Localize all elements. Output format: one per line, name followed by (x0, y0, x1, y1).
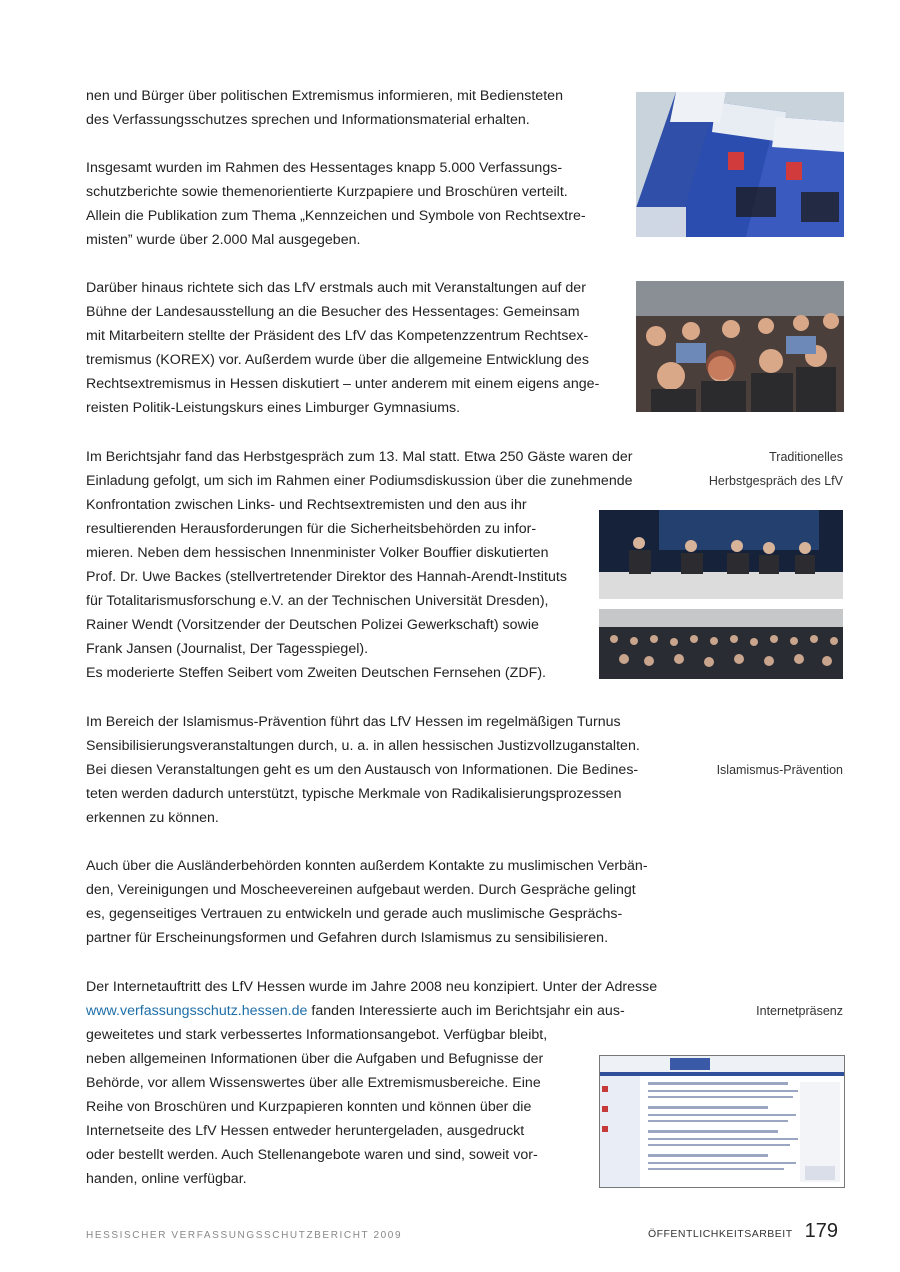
text-line: Behörde, vor allem Wissenswertes über alle Extremismusbereiche. Eine (86, 1075, 541, 1091)
text-line: erkennen zu können. (86, 810, 219, 826)
paragraph-internet-narrow (86, 1047, 586, 1191)
text-line: Darüber hinaus richtete sich das LfV erstmals auch mit Veranstaltungen auf der (86, 280, 586, 296)
text-line: Der Internetauftritt des LfV Hessen wurde im Jahre 2008 neu konzipiert. Unter der Adresse (86, 979, 658, 995)
website-illustration (600, 1056, 844, 1187)
footer-publication-title: HESSISCHER VERFASSUNGSSCHUTZBERICHT 2009 (86, 1230, 403, 1241)
text-line: Es moderierte Steffen Seibert vom Zweiten Deutschen Fernsehen (ZDF). (86, 665, 547, 681)
text-line: Frank Jansen (Journalist, Der Tagesspiegel). (86, 641, 369, 657)
text-line: Rechtsextremismus in Hessen diskutiert – unter anderem mit einem eigens ange- (86, 376, 600, 392)
text-line: schutzberichte sowie themenorientierte Kurzpapiere und Broschüren verteilt. (86, 184, 568, 200)
text-line: oder bestellt werden. Auch Stellenangebote waren und sind, soweit vor- (86, 1147, 538, 1163)
margin-note-line: Herbstgespräch des LfV (708, 474, 843, 488)
text-line (86, 999, 672, 1023)
text-line: Internetseite des LfV Hessen entweder heruntergeladen, ausgedruckt (86, 1123, 525, 1139)
paragraph-islamismus (86, 710, 672, 830)
paragraph-auslaenderbehoerden (86, 854, 672, 950)
paragraph-herbstgespraech-narrow (86, 493, 586, 685)
podium-illustration (599, 510, 843, 599)
text-line: mit Mitarbeitern stellte der Präsident des LfV das Kompetenzzentrum Rechtsex- (86, 328, 589, 344)
text-line: Im Berichtsjahr fand das Herbstgespräch zum 13. Mal statt. Etwa 250 Gäste waren der (86, 449, 633, 465)
margin-note-herbstgespraech (683, 445, 843, 493)
text-line: Bühne der Landesausstellung an die Besucher des Hessentages: Gemeinsam (86, 304, 580, 320)
paragraph-intro (86, 84, 622, 132)
text-line: geweitetes und stark verbessertes Informationsangebot. Verfügbar bleibt, (86, 1027, 548, 1043)
text-line: Im Bereich der Islamismus-Prävention führt das LfV Hessen im regelmäßigen Turnus (86, 714, 621, 730)
text-line: neben allgemeinen Informationen über die Aufgaben und Befugnisse der (86, 1051, 544, 1067)
text-line: Sensibilisierungsveranstaltungen durch, u. a. in allen hessischen Justizvollzuganstalten. (86, 738, 640, 754)
text-line: es, gegenseitiges Vertrauen zu entwickeln und gerade auch muslimische Gesprächs- (86, 906, 623, 922)
text-line: Konfrontation zwischen Links- und Rechtsextremisten und den aus ihr (86, 497, 527, 513)
photo-podium-discussion (599, 510, 843, 599)
text-line: teten werden dadurch unterstützt, typische Merkmale von Radikalisierungsprozessen (86, 786, 622, 802)
text-line: tremismus (KOREX) vor. Außerdem wurde über die allgemeine Entwicklung des (86, 352, 589, 368)
photo-website-screenshot (599, 1055, 845, 1188)
text-line: Bei diesen Veranstaltungen geht es um den Austausch von Informationen. Die Bedines- (86, 762, 639, 778)
text-line: partner für Erscheinungsformen und Gefahren durch Islamismus zu sensibilisieren. (86, 930, 609, 946)
paragraph-landesausstellung (86, 276, 622, 420)
text-line: nen und Bürger über politischen Extremismus informieren, mit Bediensteten (86, 88, 563, 104)
text-line: Insgesamt wurden im Rahmen des Hessentages knapp 5.000 Verfassungs- (86, 160, 563, 176)
photo-auditorium (599, 609, 843, 679)
margin-note-line: Traditionelles (769, 450, 843, 464)
text-line: misten” wurde über 2.000 Mal ausgegeben. (86, 232, 361, 248)
audience-illustration (636, 281, 844, 412)
paragraph-distribution (86, 156, 622, 252)
auditorium-illustration (599, 609, 843, 679)
footer-section-title: ÖFFENTLICHKEITSARBEIT (647, 1228, 793, 1240)
website-link[interactable]: www.verfassungsschutz.hessen.de (86, 1003, 308, 1019)
text-line: handen, online verfügbar. (86, 1171, 247, 1187)
text-line: Einladung gefolgt, um sich im Rahmen einer Podiumsdiskussion über die zunehmende (86, 473, 633, 489)
margin-note-internet: Internetpräsenz (756, 1004, 843, 1018)
footer-right (648, 1220, 838, 1243)
page-number: 179 (804, 1220, 838, 1242)
text-line: den, Vereinigungen und Moscheevereinen aufgebaut werden. Durch Gespräche gelingt (86, 882, 636, 898)
paragraph-herbstgespraech (86, 445, 672, 493)
text-line: Rainer Wendt (Vorsitzender der Deutschen Polizei Gewerkschaft) sowie (86, 617, 539, 633)
text-line: resultierenden Herausforderungen für die Sicherheitsbehörden zu infor- (86, 521, 537, 537)
photo-audience-hessentag (636, 281, 844, 412)
margin-note-islamismus: Islamismus-Prävention (716, 763, 843, 777)
text-line: Allein die Publikation zum Thema „Kennzeichen und Symbole von Rechtsextre- (86, 208, 586, 224)
brochures-illustration (636, 92, 844, 237)
paragraph-internet (86, 975, 672, 1047)
text-line: reisten Politik-Leistungskurs eines Limburger Gymnasiums. (86, 400, 461, 416)
text-line: für Totalitarismusforschung e.V. an der Technischen Universität Dresden), (86, 593, 549, 609)
text-line: mieren. Neben dem hessischen Innenminister Volker Bouffier diskutierten (86, 545, 549, 561)
text-line: Auch über die Ausländerbehörden konnten außerdem Kontakte zu muslimischen Verbän- (86, 858, 648, 874)
photo-brochures (636, 92, 844, 237)
text-line: des Verfassungsschutzes sprechen und Informationsmaterial erhalten. (86, 112, 530, 128)
text-line-rest: fanden Interessierte auch im Berichtsjahr ein aus- (307, 1003, 625, 1019)
text-line: Reihe von Broschüren und Kurzpapieren konnten und können über die (86, 1099, 532, 1115)
text-line: Prof. Dr. Uwe Backes (stellvertretender Direktor des Hannah-Arendt-Instituts (86, 569, 567, 585)
